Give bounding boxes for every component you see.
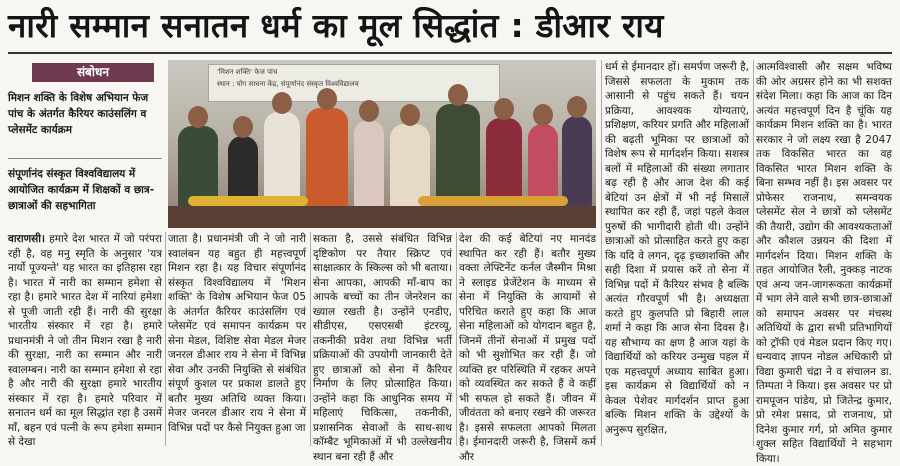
section-tag: संबोधन [32, 63, 154, 82]
person-head [272, 92, 292, 114]
article-column-5: धर्म से ईमानदार हों। समर्पण जरूरी है, जिससे सफलता के मुकाम तक आसानी से पहुंच सकते हैं। चयन प्रक्रिया, आवश्यक योग्यताएं, प्रशिक्षण, करियर प्रगति और महिलाओं की बढ़ती भूमिका पर छात्राओं को विशेष रूप से मार्गदर्शन किया। सशस्त्र बलों में महिलाओं की संख्या लगातार बढ़ रही है और आज देश की कई बेटियां उन क्षेत्रों में भी नई मिसालें स्थापित कर रही हैं, जहां पहले केवल पुरुषों की भागीदारी होती थी। उन्होंने छात्राओं को प्रोत्साहित करते हुए कहा कि यदि वे लगन, दृढ़ इच्छाशक्ति और सही दिशा में प्रयास करें तो सेना में विभिन्न पदों में कैरियर संभव है बल्कि अत्यंत गौरवपूर्ण भी है। अध्यक्षता करते हुए कुलपति प्रो बिहारी लाल शर्मा ने कहा कि आज सेना दिवस है। यह सौभाग्य का क्षण है आज यहां के विद्यार्थियों को करियर उन्मुख पहल में एक महत्त्वपूर्ण अध्याय साबित हुआ। इस कार्यक्रम से विद्यार्थियों को न केवल पेशेवर मार्गदर्शन प्राप्त हुआ बल्कि मिशन शक्ति के उद्देश्यों के अनुरूप सुरक्षित, [605, 61, 749, 436]
column-1-text: हमारे देश भारत में जो परंपरा रही है, वह मनु स्मृति के अनुसार 'यत्र नार्यो पूज्यन्ते' यह भारत का इतिहास रहा है। भारत में नारी का सम्मान हमेशा से रहा है। हमारे भारत देश में नारियां हमेशा से पूजी जाती रही हैं। नारी की सुरक्षा भारतीय संस्कार में रहा है। हमारे प्रधानमंत्री ने जो तीन मिशन रखा है नारी की सुरक्षा, नारी का सम्मान और नारी स्वालम्बन। नारी का सम्मान हमेशा से रहा है और नारी की सुरक्षा हमारे भारतीय संस्कार में रहा है। हमारे परिवार में सनातन धर्म का मूल सिद्धांत रहा है उसमें माँ, बहन एवं पत्नी के रूप हमेशा सम्मान से देखा [8, 233, 162, 448]
banner-line-1: 'मिशन शक्ति' फेज पांच [217, 68, 278, 76]
banner-line-2: स्थान : योग साधना केंद्र, संपूर्णानंद संस्कृत विश्वविद्यालय [217, 80, 359, 88]
person-head [567, 96, 587, 118]
column-divider [601, 60, 602, 446]
person-head [533, 104, 553, 126]
person-head [233, 116, 253, 138]
person-head [400, 104, 420, 126]
person [486, 118, 522, 208]
article-column-4: देश की कई बेटियां नए मानदंड स्थापित कर रही हैं। बतौर मुख्य वक्ता लेफ्टिनेंट कर्नल जैस्मीन मिश्रा ने स्लाइड प्रेजेंटेशन के माध्यम से सेना में नियुक्ति के आयामों से परिचित कराते हुए कहा कि आज सेना महिलाओं को योगदान बहुत है, जिनमें तीनों सेनाओं में प्रमुख पदों को भी सुशोभित कर रही हैं। जो व्यक्ति हर परिस्थिति में रहकर अपने को व्यवस्थित कर सकते हैं वे कहीं भी सफल हो सकते हैं। जीवन में जीवंतता को बनाए रखने की जरूरत है। इससे सफलता आपको मिलता है। ईमानदारी जरूरी है, जिसमें कर्म और [459, 233, 596, 463]
person [354, 120, 384, 208]
person-head [188, 106, 208, 128]
column-divider [456, 232, 457, 446]
article-column-3: सकता है, उससे संबंधित विभिन्न दृष्टिकोण पर तैयार स्क्रिप्ट एवं साक्षात्कार के स्किल्स को भी बताया। सेना आपका, आपकी माँ-बाप का आपके बच्चों का तीन जेनरेशन का ख्याल रखती है। उन्होंने एनडीए, सीडीएस, एसएसबी इंटरव्यू, तकनीकी प्रवेश तथा विभिन्न भर्ती प्रक्रियाओं की उपयोगी जानकारी देते हुए छात्राओं को सेना में कैरियर निर्माण के लिए प्रोत्साहित किया। उन्होंने कहा कि आधुनिक समय में महिलाएं चिकित्सा, तकनीकी, प्रशासनिक सेवाओं के साथ-साथ कॉम्बैट भूमिकाओं में भी उल्लेखनीय स्थान बना रही हैं और [313, 233, 452, 463]
column-divider [753, 60, 754, 446]
article-column-2: जाता है। प्रधानमंत्री जी ने जो नारी स्वालंबन यह बहुत ही महत्त्वपूर्ण मिशन रहा है। यह विचार संपूर्णानंद संस्कृत विश्वविद्यालय में 'मिशन शक्ति' के विशेष अभियान फेज 05 के अंतर्गत कैरियर काउंसलिंग एवं प्लेसमेंट एवं समापन कार्यक्रम पर सेना मेडल, विशिष्ट सेवा मेडल मेजर जनरल डीआर राय ने सेना में विभिन्न सेवा और उनकी नियुक्ति से संबंधित संपूर्ण कुशल पर प्रकाश डालते हुए बतौर मुख्य अतिथि व्यक्त किया। मेजर जनरल डीआर राय ने सेना में विभिन्न पदों पर कैसे नियुक्त हुआ जा [168, 233, 306, 434]
person-head [448, 84, 468, 106]
column-divider [165, 232, 166, 446]
article-column-1 [8, 232, 162, 446]
article-column-6: आत्मविश्वासी और सक्षम भविष्य की ओर अग्रसर होने का भी सशक्त संदेश मिला। कहा कि आज का दिन अत्यंत महत्त्वपूर्ण दिन है चूंकि यह कार्यक्रम मिशन शक्ति का है। भारत सरकार ने जो लक्ष्य रखा है 2047 तक विकसित भारत का वह विकसित भारत मिशन शक्ति के बिना सम्भव नहीं है। इस अवसर पर प्रोफेसर राजनाथ, समन्वयक प्लेसमेंट सेल ने छात्रों को प्लेसमेंट की तैयारी, उद्योग की आवश्यकताओं और कौशल उन्नयन की दिशा में मार्गदर्शन दिया। मिशन शक्ति के तहत आयोजित रैली, नुक्कड़ नाटक एवं अन्य जन-जागरूकता कार्यक्रमों में भाग लेने वाले सभी छात्र-छात्राओं को समापन अवसर पर मंचस्थ अतिथियों के द्वारा सभी प्रतिभागियों को ट्रॉफी एवं मेडल प्रदान किए गए। धन्यवाद ज्ञापन नोडल अधिकारी प्रो विद्या कुमारी चंद्रा ने व संचालन डा. तिम्पता ने किया। इस अवसर पर प्रो रामपूजन पांडेय, प्रो जितेन्द्र कुमार, प्रो रमेश प्रसाद, प्रो राजनाथ, प्रो दिनेश कुमार गर्ग, प्रो अमित कुमार शुक्ल सहित विद्यार्थियों ने सहभाग किया। [756, 61, 892, 465]
person-guest [264, 112, 300, 208]
headline: नारी सम्मान सनातन धर्म का मूल सिद्धांत : डीआर राय [8, 6, 664, 45]
sidebar-blurb-1: मिशन शक्ति के विशेष अभियान फेज पांच के अंतर्गत कैरियर काउंसलिंग व प्लेसमेंट कार्यक्रम [8, 92, 149, 136]
person-speaker [306, 108, 348, 208]
person [562, 116, 592, 208]
flower-decoration [188, 196, 308, 206]
person-head [494, 98, 514, 120]
column-divider [310, 232, 311, 446]
person-army-officer [436, 104, 480, 208]
dateline: वाराणसी। [8, 233, 45, 245]
sidebar-separator [8, 158, 162, 159]
event-photo [168, 60, 596, 228]
flower-decoration [418, 196, 568, 206]
person-head [317, 88, 337, 110]
person-head [359, 100, 379, 122]
sidebar-blurb-2: संपूर्णानंद संस्कृत विश्वविद्यालय में आयोजित कार्यक्रम में शिक्षकों व छात्र-छात्राओं की सहभागिता [8, 168, 155, 212]
stage-table [168, 206, 596, 228]
headline-rule [8, 52, 892, 54]
